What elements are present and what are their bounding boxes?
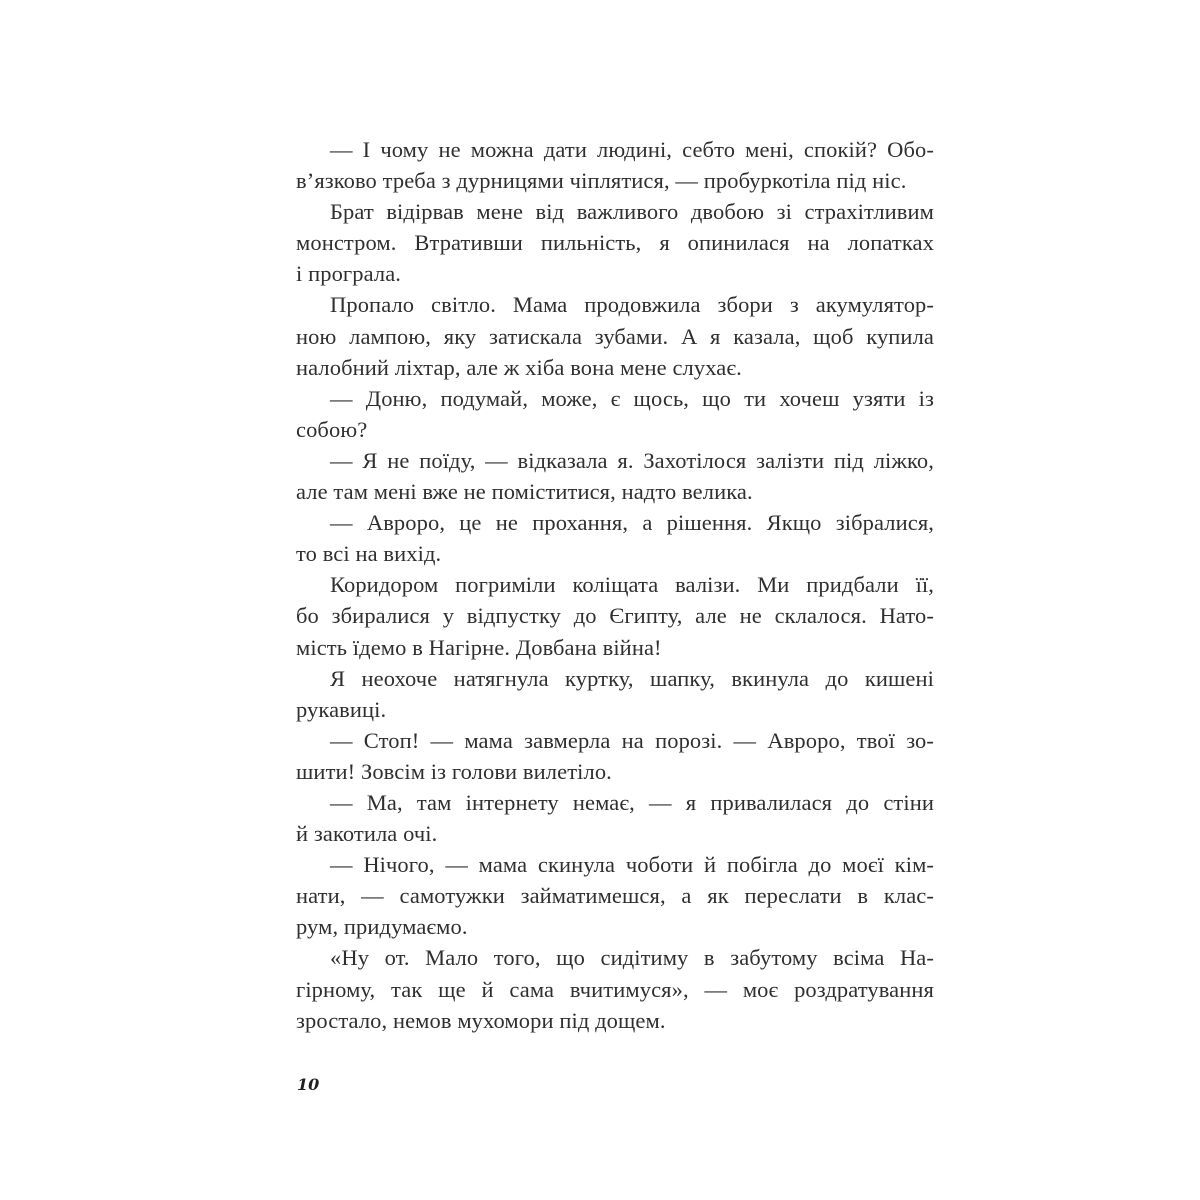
text-line: Я неохоче натягнула куртку, шапку, вкинула до кишені (330, 665, 934, 691)
paragraph (296, 787, 934, 849)
text-line: зростало, немов мухомори під дощем. (296, 1007, 666, 1033)
text-line: собою? (296, 416, 368, 442)
text-line: Коридором погриміли коліщата валізи. Ми придбали її, (330, 572, 934, 598)
paragraph (296, 942, 934, 1035)
text-line: «Ну от. Мало того, що сидітиму в забутому всіма На- (330, 945, 934, 971)
text-line: — Доню, подумай, може, є щось, що ти хочеш узяти із (330, 385, 934, 411)
text-line: рукавиці. (296, 696, 387, 722)
text-line: бо збиралися у відпустку до Єгипту, але не склалося. Нато- (296, 603, 934, 629)
paragraph (296, 196, 934, 289)
text-line: ною лампою, яку затискала зубами. А я казала, щоб купила (296, 323, 934, 349)
text-line: шити! Зовсім із голови вилетіло. (296, 758, 612, 784)
page-number: 10 (297, 1075, 320, 1094)
paragraph (296, 134, 934, 196)
text-line: мість їдемо в Нагірне. Довбана війна! (296, 634, 662, 660)
text-line: нати, — самотужки займатимешся, а як переслати в клас- (296, 883, 934, 909)
text-line: рум, придумаємо. (296, 914, 468, 940)
text-line: — Стоп! — мама завмерла на порозі. — Авроро, твої зо- (330, 727, 934, 753)
paragraph (296, 725, 934, 787)
paragraph (296, 569, 934, 662)
paragraph (296, 507, 934, 569)
page-text (296, 134, 934, 1036)
text-line: монстром. Втративши пильність, я опинилася на лопатках (296, 230, 934, 256)
text-line: — Авроро, це не прохання, а рішення. Якщо зібралися, (330, 510, 934, 536)
text-line: Брат відірвав мене від важливого двобою зі страхітливим (330, 199, 934, 225)
text-line: в’язково треба з дурницями чіплятися, — пробуркотіла під ніс. (296, 168, 907, 194)
text-line: — Ма, там інтернету немає, — я привалилася до стіни (330, 789, 934, 815)
paragraph (296, 849, 934, 942)
text-line: й закотила очі. (296, 821, 438, 847)
text-line: і програла. (296, 261, 402, 287)
text-line: — Нічого, — мама скинула чоботи й побігла до моєї кім- (330, 852, 934, 878)
paragraph (296, 663, 934, 725)
paragraph (296, 445, 934, 507)
text-line: налобний ліхтар, але ж хіба вона мене слухає. (296, 354, 742, 380)
paragraph (296, 289, 934, 382)
text-line: гірному, так ще й сама вчитимуся», — моє роздратування (296, 976, 934, 1002)
text-line: то всі на вихід. (296, 541, 442, 567)
paragraph (296, 383, 934, 445)
text-line: Пропало світло. Мама продовжила збори з акумулятор- (330, 292, 934, 318)
text-line: — І чому не можна дати людині, себто мені, спокій? Обо- (330, 137, 934, 162)
text-line: — Я не поїду, — відказала я. Захотілося залізти під ліжко, (330, 447, 934, 473)
text-line: але там мені вже не поміститися, надто велика. (296, 479, 753, 505)
